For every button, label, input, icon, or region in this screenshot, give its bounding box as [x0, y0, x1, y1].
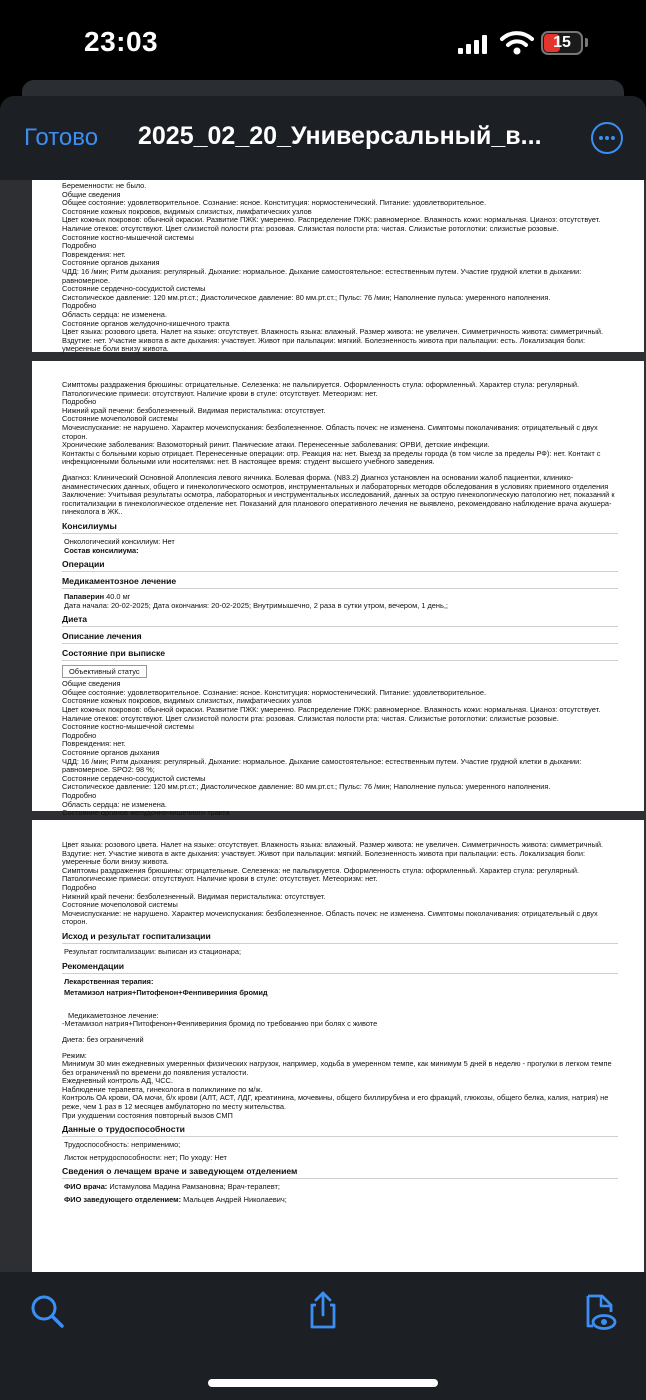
text-line: Нижний край печени: безболезненный. Видимая перистальтика: отсутствует.	[62, 405, 326, 415]
section-consilium: Консилиумы	[62, 521, 618, 534]
section-doctor-info: Сведения о лечащем враче и заведующем отделением	[62, 1166, 618, 1179]
medication-text: -Метамизол натрия+Питофенон+Фенпивериния бромид по требованию при болях с животе	[62, 1019, 378, 1029]
consilium-composition: Состав консилиума:	[64, 545, 139, 555]
text-line: Общее состояние: удовлетворительное. Сознание: ясное. Конституция: нормостенический. Питание: удовлетворительное.	[62, 198, 487, 208]
text-line: Состояние сердечно-сосудистой системы	[62, 773, 206, 783]
text-line: Цвет языка: розового цвета. Налет на языке: отсутствует. Влажность языка: влажный. Размер живота: не увеличен. Симметричность живота: симметричный. Вздутие: нет. Участие живота в акте дыхания: участвует. Живот при пальпации: мягкий. Болезненность живота при пальпации: есть. Локализация боли: умеренные боли внизу живота.	[62, 840, 604, 867]
text-line: Состояние костно-мышечной системы	[62, 232, 194, 242]
document-page-2	[32, 361, 644, 818]
text-line: Симптомы раздражения брюшины: отрицательные. Селезенка: не пальпируется. Оформленность стула: оформленный. Характер стула: регулярный. Патологические примеси: отсутствуют. Наличие крови в стуле: отсутствует. Метеоризм: нет.	[62, 380, 580, 398]
text-line: ЧДД: 16 /мин; Ритм дыхания: регулярный. Дыхание: нормальное. Дыхание самостоятельное: естественным путем. Участие грудной клетки в дыхании: равномерное. SPO2: 98 %;	[62, 756, 582, 775]
text-line: Состояние органов дыхания	[62, 258, 160, 268]
more-options-icon[interactable]	[591, 122, 623, 154]
text-line: Цвет кожных покровов: обычной окраски. Развитие ПЖК: умеренно. Распределение ПЖК: равномерное. Влажность кожи: нормальная. Цианоз: отсутствует. Наличие отеков: отсутствуют. Цвет слизистой полости рта: розовая. Слизистая полости рта: чистая. Слизистые ротоглотки: слизистые розовые.	[62, 705, 601, 723]
text-line: Беременности: не было.	[62, 181, 147, 190]
work-capacity-text: Трудоспособность: неприменимо;	[64, 1140, 181, 1150]
text-line: Подробно	[62, 730, 97, 740]
text-line: ЧДД: 16 /мин; Ритм дыхания: регулярный. Дыхание: нормальное. Дыхание самостоятельное: естественным путем. Участие грудной клетки в дыхании: равномерное.	[62, 266, 582, 285]
outcome-text: Результат госпитализации: выписан из стационара;	[64, 946, 242, 956]
regimen-line: При ухудшении состояния повторный вызов СМП	[62, 1110, 233, 1120]
text-line: Состояние органов дыхания	[62, 748, 160, 758]
regimen-line: Контроль ОА крови, ОА мочи, б/х крови (АЛТ, АСТ, ЛДГ, креатинина, мочевины, общего биллирубина и его фракций, глюкозы, общего белка, калия, натрия) не реже, чем 1 раз в 12 месяцев амбулаторно по месту жительства.	[62, 1093, 609, 1112]
battery-icon	[541, 31, 583, 55]
regimen-line: Наблюдение терапевта, гинеколога в поликлинике по м/ж.	[62, 1084, 263, 1094]
text-line: Симптомы раздражения брюшины: отрицательные. Селезенка: не пальпируется. Оформленность стула: оформленный. Характер стула: регулярный. Патологические примеси: отсутствуют. Наличие крови в стуле: отсутствует. Метеоризм: нет.	[62, 865, 580, 884]
text-line: Хронические заболевания: Вазомоторный ринит. Панические атаки. Перенесенные заболевания: ОРВИ, детские инфекции.	[62, 440, 490, 450]
section-recommendations: Рекомендации	[62, 961, 618, 974]
text-line: Общее состояние: удовлетворительное. Сознание: ясное. Конституция: нормостенический. Питание: удовлетворительное.	[62, 687, 487, 697]
text-line: Подробно	[62, 397, 97, 407]
conclusion-text: Заключение: Учитывая результаты осмотра, лабораторных и инструментальных исследований, данных за острую гинекологическую патологию нет, показаний к госпитализации в гинекологическое отделение нет. Показаний для планового оперативного лечения не выявлено, рекомендовано наблюдение врача акушера-гинеколога в ЖК..	[62, 490, 615, 517]
wifi-icon	[500, 30, 534, 56]
text-line: Состояние кожных покровов, видимых слизистых, лимфатических узлов	[62, 696, 312, 706]
drug-therapy-label: Лекарственная терапия:	[64, 976, 154, 986]
onco-consilium: Онкологический консилиум: Нет	[64, 536, 175, 546]
home-indicator	[208, 1379, 438, 1387]
sick-leave-text: Листок нетрудоспособности: нет; По уходу: Нет	[64, 1152, 227, 1162]
share-icon[interactable]	[303, 1290, 343, 1330]
text-line: Контакты с больными корью отрицает. Перенесенные операции: отр. Реакция на: нет. Выезд за пределы города (в том числе за пределы РФ): нет. Контакт с инфекционными больными или носителями: нет. В настоящее время: студент высшего учебного заведения.	[62, 448, 601, 467]
diagnosis-text: Диагноз: Клинический Основной Апоплексия левого яичника. Болевая форма. (N83.2) Диагноз установлен на основании жалоб пациентки, клинико-анамнестических данных, общего и гинекологического осмотров, инструментальных и лабораторных методов обследования в условиях приемного отделения	[62, 472, 609, 491]
text-line: Состояние мочеполовой системы	[62, 414, 178, 424]
text-line: Повреждения: нет.	[62, 739, 126, 749]
doctor-label: ФИО врача:	[64, 1182, 108, 1192]
diet-text: Диета: без ограничений	[62, 1034, 144, 1044]
regimen-line: Минимум 30 мин ежедневных умеренных физических нагрузок, например, ходьба в умеренном темпе, как минимум 5 дней в неделю - прогулки в легком темпе без ограничений по времени до появления усталости.	[62, 1059, 612, 1077]
text-line: Состояние мочеполовой системы	[62, 900, 178, 910]
text-line: Подробно	[62, 882, 97, 892]
status-bar	[0, 0, 646, 90]
text-line: Нижний край печени: безболезненный. Видимая перистальтика: отсутствует.	[62, 891, 326, 901]
medication-label: Медикаметозное лечение:	[68, 1010, 159, 1020]
text-line: Повреждения: нет.	[62, 249, 126, 259]
text-line: Состояние органов желудочно-кишечного тракта	[62, 808, 230, 818]
drug-dates: Дата начала: 20-02-2025; Дата окончания: 20-02-2025; Внутримышечно, 2 раза в сутки утром, вечером, 1 день,;	[64, 600, 448, 610]
text-line: Цвет кожных покровов: обычной окраски. Развитие ПЖК: умеренно. Распределение ПЖК: равномерное. Влажность кожи: нормальная. Цианоз: отсутствует. Наличие отеков: отсутствуют. Цвет слизистой полости рта: розовая. Слизистая полости рта: чистая. Слизистые ротоглотки: слизистые розовые.	[62, 215, 601, 233]
objective-status-box: Объективный статус	[62, 665, 147, 678]
drug-name: Папаверин	[64, 592, 105, 602]
text-line: Цвет языка: розового цвета. Налет на языке: отсутствует. Влажность языка: влажный. Размер живота: не увеличен. Симметричность живота: симметричный. Вздутие: нет. Участие живота в акте дыхания: участвует. Живот при пальпации: мягкий. Болезненность живота при пальпации: есть. Локализация боли: умеренные боли внизу живота.	[62, 327, 604, 354]
text-line: Подробно	[62, 301, 97, 311]
drug-therapy-name: Метамизол натрия+Питофенон+Фенпивериния бромид	[64, 988, 268, 998]
document-title: 2025_02_20_Универсальный_в...	[138, 122, 542, 150]
status-time: 23:03	[84, 26, 159, 57]
text-line: Состояние костно-мышечной системы	[62, 722, 194, 732]
text-line: Систолическое давление: 120 мм.рт.ст.; Диастолическое давление: 80 мм.рт.ст.; Пульс: 76 /мин; Наполнение пульса: умеренного наполнения.	[62, 292, 551, 302]
section-work-capacity: Данные о трудоспособности	[62, 1124, 618, 1137]
text-line: Область сердца: не изменена.	[62, 799, 167, 809]
section-treatment-description: Описание лечения	[62, 631, 618, 644]
text-line: Состояние органов желудочно-кишечного тракта	[62, 318, 230, 328]
text-line: Систолическое давление: 120 мм.рт.ст.; Диастолическое давление: 80 мм.рт.ст.; Пульс: 76 /мин; Наполнение пульса: умеренного наполнения.	[62, 782, 551, 792]
search-icon[interactable]	[28, 1292, 68, 1332]
markup-icon[interactable]	[580, 1292, 620, 1332]
section-outcome: Исход и результат госпитализации	[62, 931, 618, 944]
head-label: ФИО заведующего отделением:	[64, 1195, 182, 1205]
text-line: Мочеиспускание: не нарушено. Характер мочеиспускания: безболезненное. Область почек: не изменена. Симптомы поколачивания: отрицательный с двух сторон.	[62, 422, 598, 441]
drug-dose: 40.0 мг	[104, 592, 131, 602]
section-diet: Диета	[62, 614, 618, 627]
text-line: Общие сведения	[62, 189, 121, 199]
battery-level: 15	[553, 34, 571, 51]
regimen-line: Ежедневный контроль АД, ЧСС.	[62, 1076, 173, 1086]
text-line: Подробно	[62, 241, 97, 251]
section-operations: Операции	[62, 559, 618, 572]
text-line: Состояние сердечно-сосудистой системы	[62, 284, 206, 294]
section-discharge-state: Состояние при выписке	[62, 648, 618, 661]
text-line: Общие сведения	[62, 679, 121, 689]
text-line: Подробно	[62, 791, 97, 800]
document-viewer[interactable]	[0, 180, 646, 1272]
doctor-name: Истамулова Мадина Рамзановна; Врач-терапевт;	[107, 1182, 280, 1192]
section-medication: Медикаментозное лечение	[62, 576, 618, 589]
document-page-1	[32, 180, 644, 352]
text-line: Область сердца: не изменена.	[62, 309, 167, 319]
regimen-line: Режим:	[62, 1050, 87, 1060]
cellular-signal-icon	[458, 34, 488, 54]
done-button[interactable]: Готово	[24, 124, 99, 151]
text-line: Состояние кожных покровов, видимых слизистых, лимфатических узлов	[62, 206, 312, 216]
document-page-3	[32, 820, 644, 1272]
text-line: Мочеиспускание: не нарушено. Характер мочеиспускания: безболезненное. Область почек: не изменена. Симптомы поколачивания: отрицательный с двух сторон.	[62, 908, 598, 927]
head-name: Мальцев Андрей Николаевич;	[181, 1195, 287, 1205]
